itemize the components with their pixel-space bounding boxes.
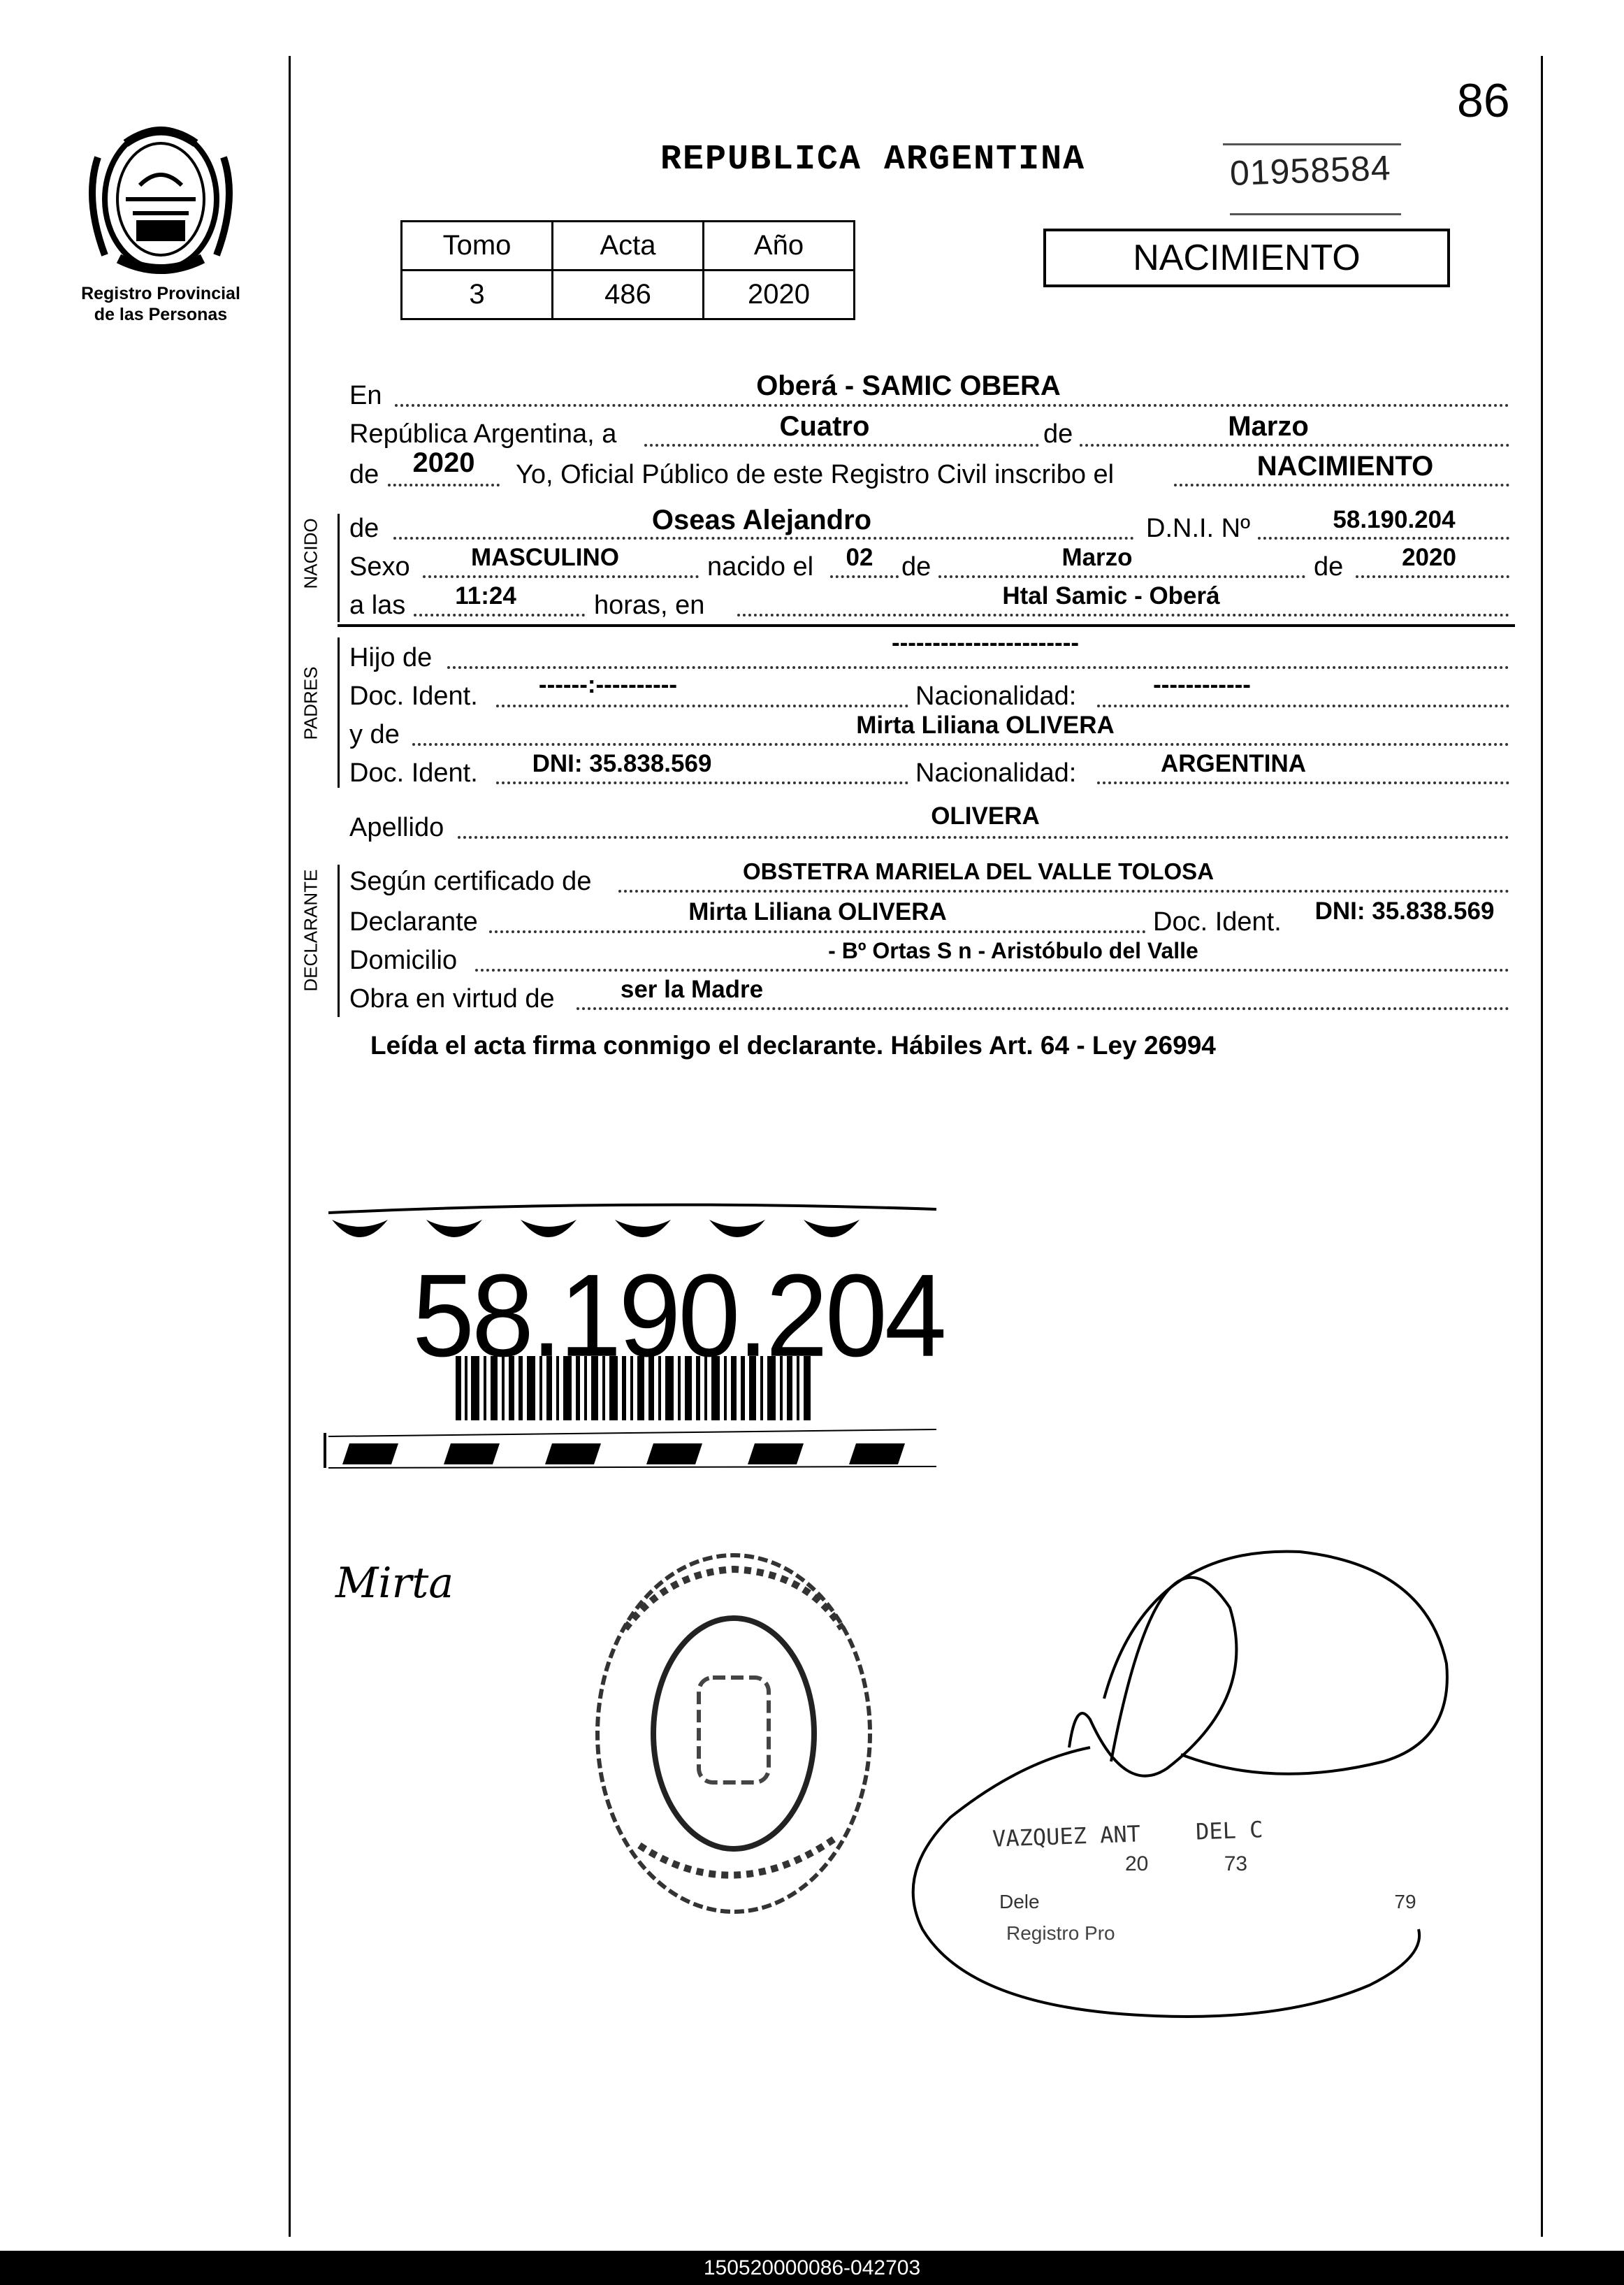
field-label: Doc. Ident. [1153,907,1282,937]
field-value: - Bº Ortas S n - Aristóbulo del Valle [828,938,1198,963]
field-label: de [901,552,931,582]
registry-table [400,220,855,320]
serial-number: 01958584 [1229,147,1392,194]
field-label: Declarante [349,907,478,937]
field-label: de [1043,419,1073,449]
stamp-text: DEL C [1195,1816,1264,1845]
dotted-line [1097,781,1509,784]
field-value: ------:---------- [538,671,678,698]
official-round-stamp [583,1545,884,1922]
field-label: Doc. Ident. [349,682,478,711]
field-value: 2020 [412,447,475,478]
signature-stamp-line2 [1125,1852,1247,1876]
dotted-line [447,666,1509,669]
declarant-name: Mirta Liliana OLIVERA [688,898,947,925]
dotted-line [1080,444,1509,447]
closing-statement: Leída el acta firma conmigo el declarante. Hábiles Art. 64 - Ley 26994 [370,1031,1216,1060]
field-label: Domicilio [349,946,458,975]
field-value: 11:24 [455,582,516,610]
serial-rule-bottom [1230,213,1401,215]
footer-code-bar: 150520000086-042703 [0,2251,1624,2285]
logo-caption [66,283,255,325]
field-label: Obra en virtud de [349,984,555,1014]
signature-stamp-line4: Registro Pro [1006,1922,1115,1944]
dotted-line [393,537,1134,540]
dotted-line [412,743,1509,746]
declarant-dni: DNI: 35.838.569 [1314,898,1495,925]
field-value: 02 [846,544,873,571]
section-label-padres: PADRES [300,666,321,740]
field-value: 2020 [1402,544,1456,571]
stamp-text: Dele [999,1891,1040,1912]
handwritten-name: Mirta [335,1559,454,1608]
field-value: Oberá - SAMIC OBERA [756,370,1061,401]
surname-value: OLIVERA [931,802,1040,830]
field-label: de [349,460,379,489]
document-title: REPUBLICA ARGENTINA [660,140,1086,180]
dotted-line [1356,575,1509,578]
field-label: Apellido [349,813,444,842]
dotted-line [1174,484,1509,486]
signature-stamp-line3 [999,1891,1416,1913]
field-label: nacido el [707,552,814,582]
dotted-line [414,614,585,617]
dotted-line [489,930,1146,933]
field-label: Sexo [349,552,410,582]
section-bar [338,514,340,622]
right-margin-rule [1541,56,1543,2237]
dotted-line [496,781,908,784]
table-cell: 486 [553,271,704,319]
field-value: Cuatro [779,411,870,442]
dotted-line [1097,705,1509,707]
field-label: de [349,514,379,543]
stamp-text: 20 [1125,1852,1149,1875]
field-value: Htal Samic - Oberá [1002,582,1220,610]
mother-dni: DNI: 35.838.569 [532,750,712,777]
field-value: MASCULINO [471,544,619,571]
dotted-line [618,890,1509,893]
field-value: Marzo [1228,411,1309,442]
provincial-seal-icon [77,115,245,283]
dotted-line [938,575,1305,578]
dotted-line [737,614,1509,617]
dotted-line [577,1007,1509,1010]
page-number: 86 [1457,74,1510,127]
field-label: República Argentina, a [349,419,617,449]
field-value: ------------ [1153,671,1251,698]
field-label: Doc. Ident. [349,758,478,788]
logo-caption-line1: Registro Provincial [81,284,240,303]
table-header: Acta [553,222,704,271]
table-header: Año [704,222,855,271]
dotted-line [475,969,1509,972]
stamp-text: VAZQUEZ ANT [992,1820,1141,1852]
table-cell: 3 [402,271,553,319]
field-label: Hijo de [349,643,433,672]
mother-name: Mirta Liliana OLIVERA [856,712,1115,739]
child-name: Oseas Alejandro [651,505,872,535]
field-label: y de [349,720,400,749]
field-label: Nacionalidad: [915,758,1077,788]
field-value: OBSTETRA MARIELA DEL VALLE TOLOSA [742,858,1215,884]
father-name: ----------------------- [891,629,1080,656]
field-label: En [349,381,382,410]
field-value: ARGENTINA [1160,750,1307,777]
dotted-line [644,444,1039,447]
dotted-line [830,575,899,578]
field-label: D.N.I. Nº [1146,514,1250,543]
field-label: de [1314,552,1344,582]
left-margin-rule [289,56,291,2237]
record-type-box: NACIMIENTO [1043,229,1450,287]
dni-sticker-number: 58.190.204 [412,1249,944,1381]
dotted-line [458,836,1509,839]
table-header: Tomo [402,222,553,271]
section-bar [338,637,340,788]
signature-scribble [880,1538,1481,2027]
dotted-line [423,575,699,578]
field-value: NACIMIENTO [1256,451,1434,482]
field-label: horas, en [594,591,705,620]
table-cell: 2020 [704,271,855,319]
field-label: a las [349,591,406,620]
section-label-declarante: DECLARANTE [300,869,321,992]
logo-caption-line2: de las Personas [94,305,228,324]
stamp-text: 73 [1224,1852,1248,1875]
field-label: Según certificado de [349,867,592,896]
field-value: Marzo [1061,544,1133,571]
section-label-nacido: NACIDO [300,518,321,589]
dotted-line [388,484,500,486]
dotted-line [496,705,908,707]
stamp-text: 79 [1394,1891,1416,1912]
field-label: Nacionalidad: [915,682,1077,711]
section-bar [338,865,340,1017]
dotted-line [1258,537,1509,540]
serial-rule-top [1223,143,1401,145]
child-dni: 58.190.204 [1333,506,1456,533]
section-separator [338,624,1515,627]
dotted-line [395,404,1509,407]
field-label: Yo, Oficial Público de este Registro Civil inscribo el [516,460,1115,489]
field-value: ser la Madre [620,976,764,1003]
